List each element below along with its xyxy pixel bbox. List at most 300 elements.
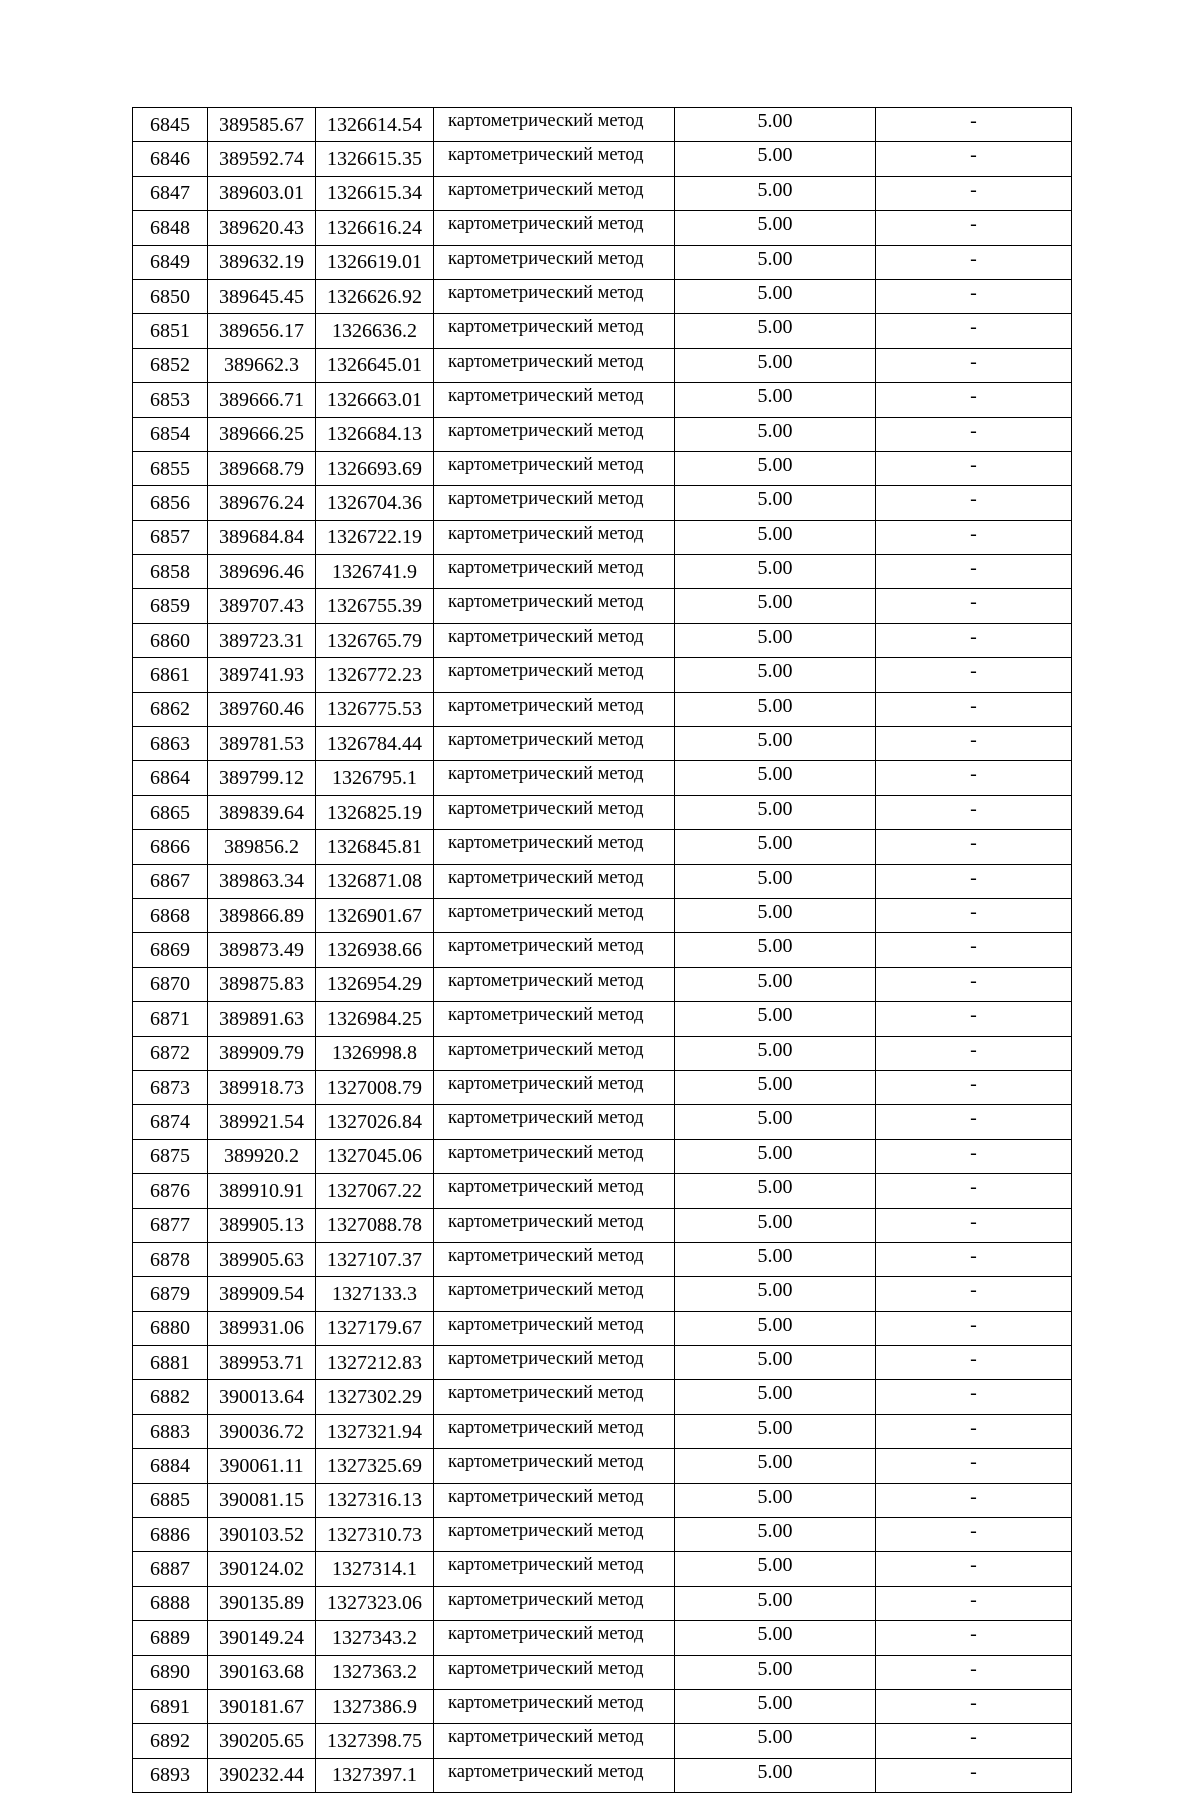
table-row [133, 1724, 1072, 1758]
coord-x-cell: 389676.24 [208, 486, 316, 520]
note-cell: - [876, 417, 1072, 451]
method-cell: картометрический метод [434, 279, 675, 313]
note-cell: - [876, 1208, 1072, 1242]
method-cell: картометрический метод [434, 658, 675, 692]
table-row [133, 1758, 1072, 1792]
point-number-cell: 6857 [133, 520, 208, 554]
table-row [133, 864, 1072, 898]
point-number-cell: 6875 [133, 1139, 208, 1173]
coord-y-cell: 1326845.81 [316, 830, 434, 864]
point-number-cell: 6876 [133, 1174, 208, 1208]
coord-y-cell: 1327302.29 [316, 1380, 434, 1414]
point-number-cell: 6854 [133, 417, 208, 451]
method-cell: картометрический метод [434, 1621, 675, 1655]
method-cell: картометрический метод [434, 1414, 675, 1448]
point-number-cell: 6870 [133, 967, 208, 1001]
point-number-cell: 6865 [133, 795, 208, 829]
table-row [133, 451, 1072, 485]
coord-x-cell: 389909.54 [208, 1277, 316, 1311]
coord-x-cell: 389603.01 [208, 176, 316, 210]
table-row [133, 348, 1072, 382]
coord-y-cell: 1327314.1 [316, 1552, 434, 1586]
method-cell: картометрический метод [434, 108, 675, 142]
note-cell: - [876, 142, 1072, 176]
method-cell: картометрический метод [434, 1002, 675, 1036]
coord-y-cell: 1326938.66 [316, 933, 434, 967]
accuracy-cell: 5.00 [675, 1518, 876, 1552]
coord-x-cell: 389760.46 [208, 692, 316, 726]
coord-y-cell: 1326825.19 [316, 795, 434, 829]
coord-y-cell: 1327316.13 [316, 1483, 434, 1517]
coord-y-cell: 1327363.2 [316, 1655, 434, 1689]
coord-x-cell: 389905.63 [208, 1242, 316, 1276]
accuracy-cell: 5.00 [675, 1242, 876, 1276]
coord-x-cell: 389953.71 [208, 1346, 316, 1380]
coord-x-cell: 389662.3 [208, 348, 316, 382]
coord-y-cell: 1326871.08 [316, 864, 434, 898]
point-number-cell: 6862 [133, 692, 208, 726]
coord-y-cell: 1327179.67 [316, 1311, 434, 1345]
coord-y-cell: 1327067.22 [316, 1174, 434, 1208]
accuracy-cell: 5.00 [675, 761, 876, 795]
coord-y-cell: 1326984.25 [316, 1002, 434, 1036]
coord-y-cell: 1326615.35 [316, 142, 434, 176]
table-row [133, 486, 1072, 520]
coord-x-cell: 389656.17 [208, 314, 316, 348]
coord-y-cell: 1326619.01 [316, 245, 434, 279]
accuracy-cell: 5.00 [675, 1586, 876, 1620]
table-row [133, 1689, 1072, 1723]
table-row [133, 1139, 1072, 1173]
note-cell: - [876, 1483, 1072, 1517]
table-row [133, 1242, 1072, 1276]
coord-x-cell: 390135.89 [208, 1586, 316, 1620]
note-cell: - [876, 830, 1072, 864]
method-cell: картометрический метод [434, 1449, 675, 1483]
point-number-cell: 6881 [133, 1346, 208, 1380]
table-row [133, 1552, 1072, 1586]
point-number-cell: 6880 [133, 1311, 208, 1345]
note-cell: - [876, 555, 1072, 589]
method-cell: картометрический метод [434, 520, 675, 554]
note-cell: - [876, 1070, 1072, 1104]
method-cell: картометрический метод [434, 1346, 675, 1380]
accuracy-cell: 5.00 [675, 898, 876, 932]
coord-x-cell: 389645.45 [208, 279, 316, 313]
note-cell: - [876, 1689, 1072, 1723]
accuracy-cell: 5.00 [675, 1346, 876, 1380]
coord-y-cell: 1327397.1 [316, 1758, 434, 1792]
coord-y-cell: 1326636.2 [316, 314, 434, 348]
coord-x-cell: 389666.25 [208, 417, 316, 451]
table-row [133, 967, 1072, 1001]
coord-y-cell: 1327045.06 [316, 1139, 434, 1173]
point-number-cell: 6890 [133, 1655, 208, 1689]
coord-x-cell: 389620.43 [208, 211, 316, 245]
accuracy-cell: 5.00 [675, 314, 876, 348]
coord-y-cell: 1326755.39 [316, 589, 434, 623]
note-cell: - [876, 692, 1072, 726]
coord-y-cell: 1327008.79 [316, 1070, 434, 1104]
point-number-cell: 6886 [133, 1518, 208, 1552]
accuracy-cell: 5.00 [675, 658, 876, 692]
point-number-cell: 6893 [133, 1758, 208, 1792]
point-number-cell: 6858 [133, 555, 208, 589]
method-cell: картометрический метод [434, 1518, 675, 1552]
note-cell: - [876, 1621, 1072, 1655]
note-cell: - [876, 1758, 1072, 1792]
point-number-cell: 6863 [133, 727, 208, 761]
coord-x-cell: 389839.64 [208, 795, 316, 829]
point-number-cell: 6872 [133, 1036, 208, 1070]
method-cell: картометрический метод [434, 1586, 675, 1620]
accuracy-cell: 5.00 [675, 727, 876, 761]
accuracy-cell: 5.00 [675, 279, 876, 313]
coord-x-cell: 389668.79 [208, 451, 316, 485]
point-number-cell: 6892 [133, 1724, 208, 1758]
table-row [133, 1346, 1072, 1380]
note-cell: - [876, 348, 1072, 382]
point-number-cell: 6850 [133, 279, 208, 313]
coord-y-cell: 1326704.36 [316, 486, 434, 520]
note-cell: - [876, 314, 1072, 348]
accuracy-cell: 5.00 [675, 245, 876, 279]
coord-x-cell: 390013.64 [208, 1380, 316, 1414]
coord-x-cell: 390205.65 [208, 1724, 316, 1758]
method-cell: картометрический метод [434, 1483, 675, 1517]
method-cell: картометрический метод [434, 245, 675, 279]
accuracy-cell: 5.00 [675, 1449, 876, 1483]
accuracy-cell: 5.00 [675, 555, 876, 589]
point-number-cell: 6885 [133, 1483, 208, 1517]
point-number-cell: 6873 [133, 1070, 208, 1104]
note-cell: - [876, 933, 1072, 967]
note-cell: - [876, 211, 1072, 245]
method-cell: картометрический метод [434, 933, 675, 967]
table-row [133, 692, 1072, 726]
table-row [133, 279, 1072, 313]
table-row [133, 211, 1072, 245]
method-cell: картометрический метод [434, 555, 675, 589]
accuracy-cell: 5.00 [675, 1621, 876, 1655]
point-number-cell: 6856 [133, 486, 208, 520]
note-cell: - [876, 658, 1072, 692]
accuracy-cell: 5.00 [675, 1758, 876, 1792]
coord-x-cell: 390232.44 [208, 1758, 316, 1792]
method-cell: картометрический метод [434, 1311, 675, 1345]
table-row [133, 520, 1072, 554]
table-row [133, 761, 1072, 795]
table-row [133, 898, 1072, 932]
coord-x-cell: 389707.43 [208, 589, 316, 623]
accuracy-cell: 5.00 [675, 1002, 876, 1036]
table-row [133, 1311, 1072, 1345]
coord-x-cell: 390124.02 [208, 1552, 316, 1586]
point-number-cell: 6882 [133, 1380, 208, 1414]
note-cell: - [876, 1380, 1072, 1414]
point-number-cell: 6879 [133, 1277, 208, 1311]
method-cell: картометрический метод [434, 1552, 675, 1586]
coord-y-cell: 1327212.83 [316, 1346, 434, 1380]
method-cell: картометрический метод [434, 211, 675, 245]
method-cell: картометрический метод [434, 1036, 675, 1070]
method-cell: картометрический метод [434, 1724, 675, 1758]
accuracy-cell: 5.00 [675, 1724, 876, 1758]
coord-y-cell: 1326775.53 [316, 692, 434, 726]
point-number-cell: 6845 [133, 108, 208, 142]
point-number-cell: 6855 [133, 451, 208, 485]
point-number-cell: 6869 [133, 933, 208, 967]
coordinates-table [132, 107, 1072, 1793]
method-cell: картометрический метод [434, 967, 675, 1001]
note-cell: - [876, 623, 1072, 657]
coord-y-cell: 1326954.29 [316, 967, 434, 1001]
coord-y-cell: 1326998.8 [316, 1036, 434, 1070]
point-number-cell: 6877 [133, 1208, 208, 1242]
coord-x-cell: 389799.12 [208, 761, 316, 795]
method-cell: картометрический метод [434, 727, 675, 761]
table-row [133, 555, 1072, 589]
coord-y-cell: 1327107.37 [316, 1242, 434, 1276]
method-cell: картометрический метод [434, 623, 675, 657]
coord-y-cell: 1327321.94 [316, 1414, 434, 1448]
table-row [133, 314, 1072, 348]
point-number-cell: 6891 [133, 1689, 208, 1723]
method-cell: картометрический метод [434, 692, 675, 726]
table-row [133, 1586, 1072, 1620]
accuracy-cell: 5.00 [675, 108, 876, 142]
method-cell: картометрический метод [434, 1242, 675, 1276]
coord-y-cell: 1327026.84 [316, 1105, 434, 1139]
method-cell: картометрический метод [434, 142, 675, 176]
accuracy-cell: 5.00 [675, 383, 876, 417]
method-cell: картометрический метод [434, 1070, 675, 1104]
table-row [133, 245, 1072, 279]
accuracy-cell: 5.00 [675, 1311, 876, 1345]
coord-x-cell: 389863.34 [208, 864, 316, 898]
method-cell: картометрический метод [434, 795, 675, 829]
accuracy-cell: 5.00 [675, 1380, 876, 1414]
note-cell: - [876, 589, 1072, 623]
accuracy-cell: 5.00 [675, 1277, 876, 1311]
coord-x-cell: 390036.72 [208, 1414, 316, 1448]
point-number-cell: 6884 [133, 1449, 208, 1483]
accuracy-cell: 5.00 [675, 417, 876, 451]
note-cell: - [876, 1311, 1072, 1345]
point-number-cell: 6888 [133, 1586, 208, 1620]
coordinates-table-body [133, 108, 1072, 1793]
point-number-cell: 6889 [133, 1621, 208, 1655]
note-cell: - [876, 176, 1072, 210]
method-cell: картометрический метод [434, 1380, 675, 1414]
coord-y-cell: 1326614.54 [316, 108, 434, 142]
table-row [133, 623, 1072, 657]
note-cell: - [876, 1724, 1072, 1758]
coord-y-cell: 1326663.01 [316, 383, 434, 417]
accuracy-cell: 5.00 [675, 520, 876, 554]
coord-x-cell: 389723.31 [208, 623, 316, 657]
note-cell: - [876, 727, 1072, 761]
accuracy-cell: 5.00 [675, 864, 876, 898]
point-number-cell: 6861 [133, 658, 208, 692]
coord-x-cell: 389781.53 [208, 727, 316, 761]
note-cell: - [876, 1174, 1072, 1208]
coord-x-cell: 390103.52 [208, 1518, 316, 1552]
coord-y-cell: 1327323.06 [316, 1586, 434, 1620]
method-cell: картометрический метод [434, 1174, 675, 1208]
coord-x-cell: 389873.49 [208, 933, 316, 967]
accuracy-cell: 5.00 [675, 933, 876, 967]
accuracy-cell: 5.00 [675, 692, 876, 726]
coord-y-cell: 1326784.44 [316, 727, 434, 761]
accuracy-cell: 5.00 [675, 1414, 876, 1448]
table-row [133, 1277, 1072, 1311]
point-number-cell: 6883 [133, 1414, 208, 1448]
table-row [133, 1483, 1072, 1517]
accuracy-cell: 5.00 [675, 486, 876, 520]
coord-x-cell: 389696.46 [208, 555, 316, 589]
point-number-cell: 6866 [133, 830, 208, 864]
accuracy-cell: 5.00 [675, 451, 876, 485]
table-row [133, 383, 1072, 417]
point-number-cell: 6848 [133, 211, 208, 245]
method-cell: картометрический метод [434, 1655, 675, 1689]
table-row [133, 658, 1072, 692]
coord-x-cell: 389920.2 [208, 1139, 316, 1173]
coord-y-cell: 1326722.19 [316, 520, 434, 554]
coord-y-cell: 1327386.9 [316, 1689, 434, 1723]
note-cell: - [876, 795, 1072, 829]
point-number-cell: 6851 [133, 314, 208, 348]
coord-x-cell: 389921.54 [208, 1105, 316, 1139]
coord-x-cell: 389931.06 [208, 1311, 316, 1345]
table-row [133, 933, 1072, 967]
note-cell: - [876, 1414, 1072, 1448]
coord-y-cell: 1327325.69 [316, 1449, 434, 1483]
method-cell: картометрический метод [434, 176, 675, 210]
method-cell: картометрический метод [434, 1277, 675, 1311]
accuracy-cell: 5.00 [675, 1036, 876, 1070]
coord-x-cell: 389875.83 [208, 967, 316, 1001]
coord-y-cell: 1327133.3 [316, 1277, 434, 1311]
point-number-cell: 6874 [133, 1105, 208, 1139]
note-cell: - [876, 1139, 1072, 1173]
point-number-cell: 6864 [133, 761, 208, 795]
point-number-cell: 6859 [133, 589, 208, 623]
note-cell: - [876, 1346, 1072, 1380]
method-cell: картометрический метод [434, 1689, 675, 1723]
coord-y-cell: 1326616.24 [316, 211, 434, 245]
table-row [133, 1655, 1072, 1689]
accuracy-cell: 5.00 [675, 795, 876, 829]
method-cell: картометрический метод [434, 417, 675, 451]
coord-x-cell: 389632.19 [208, 245, 316, 279]
accuracy-cell: 5.00 [675, 1174, 876, 1208]
point-number-cell: 6853 [133, 383, 208, 417]
table-row [133, 1174, 1072, 1208]
table-row [133, 830, 1072, 864]
method-cell: картометрический метод [434, 1208, 675, 1242]
table-row [133, 589, 1072, 623]
note-cell: - [876, 864, 1072, 898]
note-cell: - [876, 1449, 1072, 1483]
table-row [133, 1036, 1072, 1070]
note-cell: - [876, 1552, 1072, 1586]
accuracy-cell: 5.00 [675, 348, 876, 382]
point-number-cell: 6868 [133, 898, 208, 932]
note-cell: - [876, 1655, 1072, 1689]
point-number-cell: 6887 [133, 1552, 208, 1586]
table-row [133, 1621, 1072, 1655]
table-row [133, 142, 1072, 176]
accuracy-cell: 5.00 [675, 589, 876, 623]
accuracy-cell: 5.00 [675, 830, 876, 864]
method-cell: картометрический метод [434, 1105, 675, 1139]
coord-x-cell: 390163.68 [208, 1655, 316, 1689]
point-number-cell: 6878 [133, 1242, 208, 1276]
note-cell: - [876, 1002, 1072, 1036]
accuracy-cell: 5.00 [675, 623, 876, 657]
note-cell: - [876, 1518, 1072, 1552]
coord-y-cell: 1326693.69 [316, 451, 434, 485]
method-cell: картометрический метод [434, 898, 675, 932]
coord-x-cell: 389910.91 [208, 1174, 316, 1208]
method-cell: картометрический метод [434, 486, 675, 520]
note-cell: - [876, 279, 1072, 313]
point-number-cell: 6847 [133, 176, 208, 210]
table-row [133, 176, 1072, 210]
coord-x-cell: 389891.63 [208, 1002, 316, 1036]
coord-y-cell: 1326615.34 [316, 176, 434, 210]
note-cell: - [876, 1105, 1072, 1139]
accuracy-cell: 5.00 [675, 1552, 876, 1586]
method-cell: картометрический метод [434, 451, 675, 485]
method-cell: картометрический метод [434, 383, 675, 417]
note-cell: - [876, 451, 1072, 485]
accuracy-cell: 5.00 [675, 176, 876, 210]
note-cell: - [876, 383, 1072, 417]
coord-x-cell: 390181.67 [208, 1689, 316, 1723]
coord-y-cell: 1327398.75 [316, 1724, 434, 1758]
table-row [133, 795, 1072, 829]
point-number-cell: 6871 [133, 1002, 208, 1036]
note-cell: - [876, 520, 1072, 554]
accuracy-cell: 5.00 [675, 142, 876, 176]
point-number-cell: 6846 [133, 142, 208, 176]
note-cell: - [876, 108, 1072, 142]
coord-x-cell: 389909.79 [208, 1036, 316, 1070]
table-row [133, 417, 1072, 451]
table-row [133, 1380, 1072, 1414]
coord-x-cell: 389666.71 [208, 383, 316, 417]
coord-y-cell: 1326772.23 [316, 658, 434, 692]
coord-y-cell: 1326741.9 [316, 555, 434, 589]
note-cell: - [876, 761, 1072, 795]
coord-y-cell: 1326901.67 [316, 898, 434, 932]
table-row [133, 1414, 1072, 1448]
table-row [133, 1449, 1072, 1483]
coord-y-cell: 1326765.79 [316, 623, 434, 657]
table-row [133, 1105, 1072, 1139]
coord-x-cell: 389585.67 [208, 108, 316, 142]
accuracy-cell: 5.00 [675, 1483, 876, 1517]
accuracy-cell: 5.00 [675, 1655, 876, 1689]
method-cell: картометрический метод [434, 864, 675, 898]
accuracy-cell: 5.00 [675, 1105, 876, 1139]
table-row [133, 1208, 1072, 1242]
coord-x-cell: 390149.24 [208, 1621, 316, 1655]
method-cell: картометрический метод [434, 348, 675, 382]
